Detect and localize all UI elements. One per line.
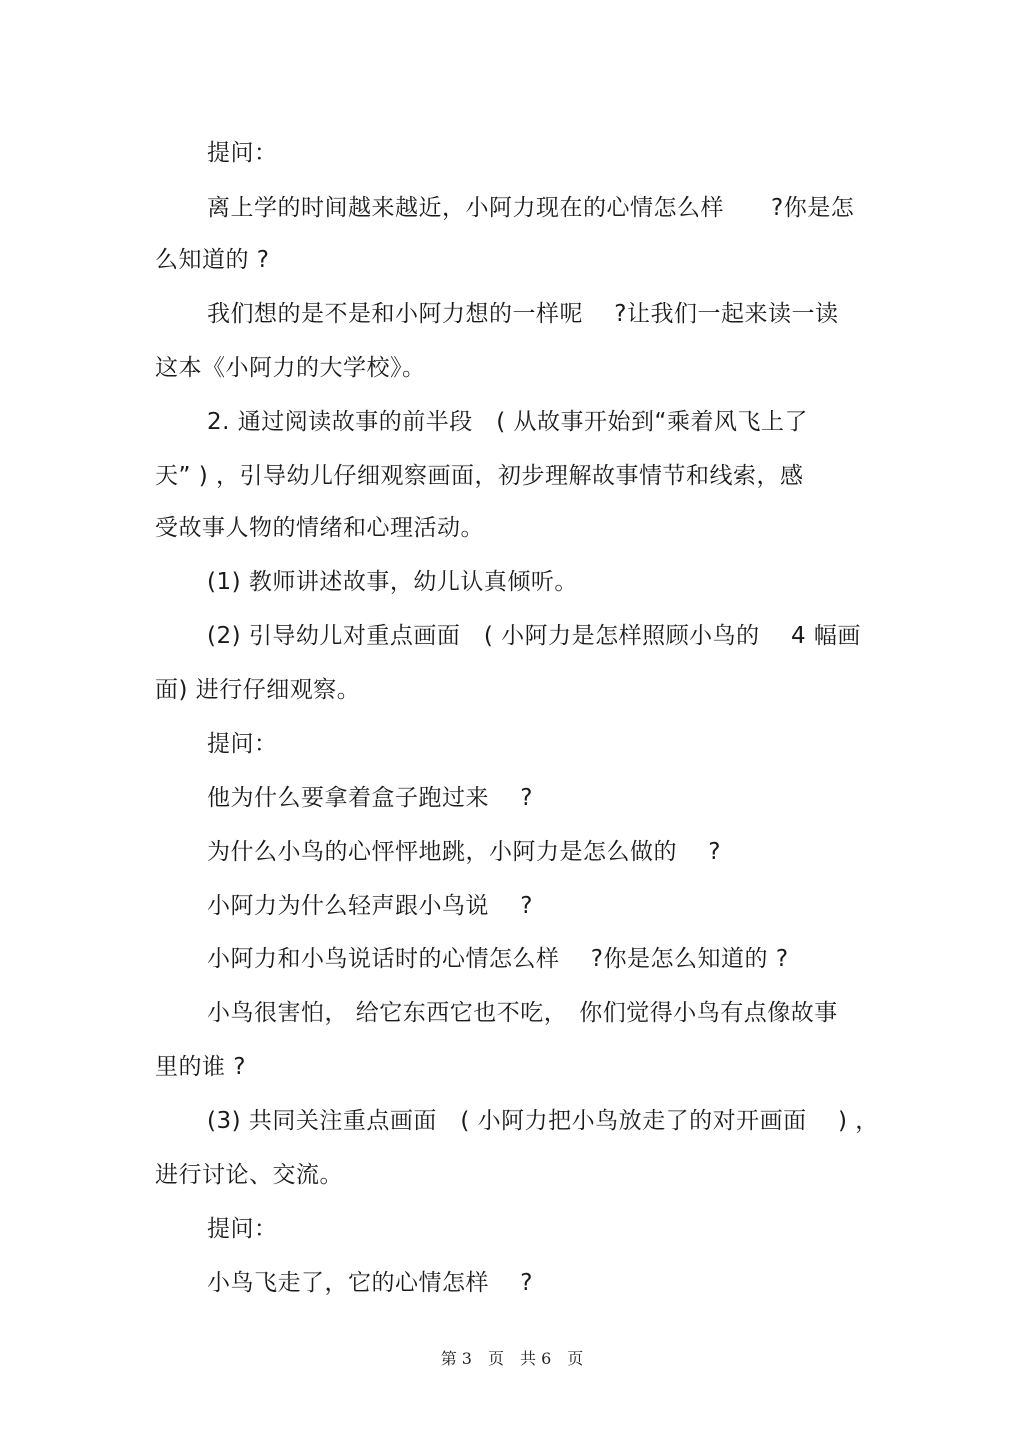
page-footer: 第 3 页 共 6 页 [440, 1349, 584, 1368]
text-line: 我们想的是不是和小阿力想的一样呢 ?让我们一起来读一读 [207, 301, 839, 327]
text-line: 2. 通过阅读故事的前半段 ( 从故事开始到“乘着风飞上了 [207, 409, 808, 435]
text-line: 这本《小阿力的大学校》。 [155, 355, 426, 381]
text-line: 面) 进行仔细观察。 [155, 677, 361, 703]
text-line: (2) 引导幼儿对重点画面 ( 小阿力是怎样照顾小鸟的 4 幅画 [207, 623, 861, 649]
text-line: 小阿力和小鸟说话时的心情怎么样 ?你是怎么知道的 ? [207, 946, 789, 972]
text-line: 受故事人物的情绪和心理活动。 [155, 515, 484, 541]
text-line: 里的谁 ? [155, 1054, 247, 1080]
text-line: 提问： [207, 1216, 278, 1242]
text-line: 进行讨论、交流。 [155, 1162, 343, 1188]
text-line: 么知道的 ? [155, 247, 270, 273]
text-line: 小鸟很害怕， 给它东西它也不吃， 你们觉得小鸟有点像故事 [207, 1000, 838, 1026]
text-line: 为什么小鸟的心怦怦地跳，小阿力是怎么做的 ? [207, 839, 722, 865]
text-line: 小阿力为什么轻声跟小鸟说 ? [207, 893, 534, 919]
text-line: 小鸟飞走了，它的心情怎样 ? [207, 1270, 534, 1296]
text-line: (1) 教师讲述故事，幼儿认真倾听。 [207, 569, 578, 595]
text-line: 天” ) ，引导幼儿仔细观察画面，初步理解故事情节和线索，感 [155, 463, 804, 489]
text-line: 提问： [207, 140, 278, 166]
text-line: 离上学的时间越来越近，小阿力现在的心情怎么样 ?你是怎 [207, 195, 855, 221]
text-line: 他为什么要拿着盒子跑过来 ? [207, 785, 534, 811]
text-line: (3) 共同关注重点画面 ( 小阿力把小鸟放走了的对开画面 ) ， [207, 1108, 879, 1134]
text-line: 提问： [207, 731, 278, 757]
